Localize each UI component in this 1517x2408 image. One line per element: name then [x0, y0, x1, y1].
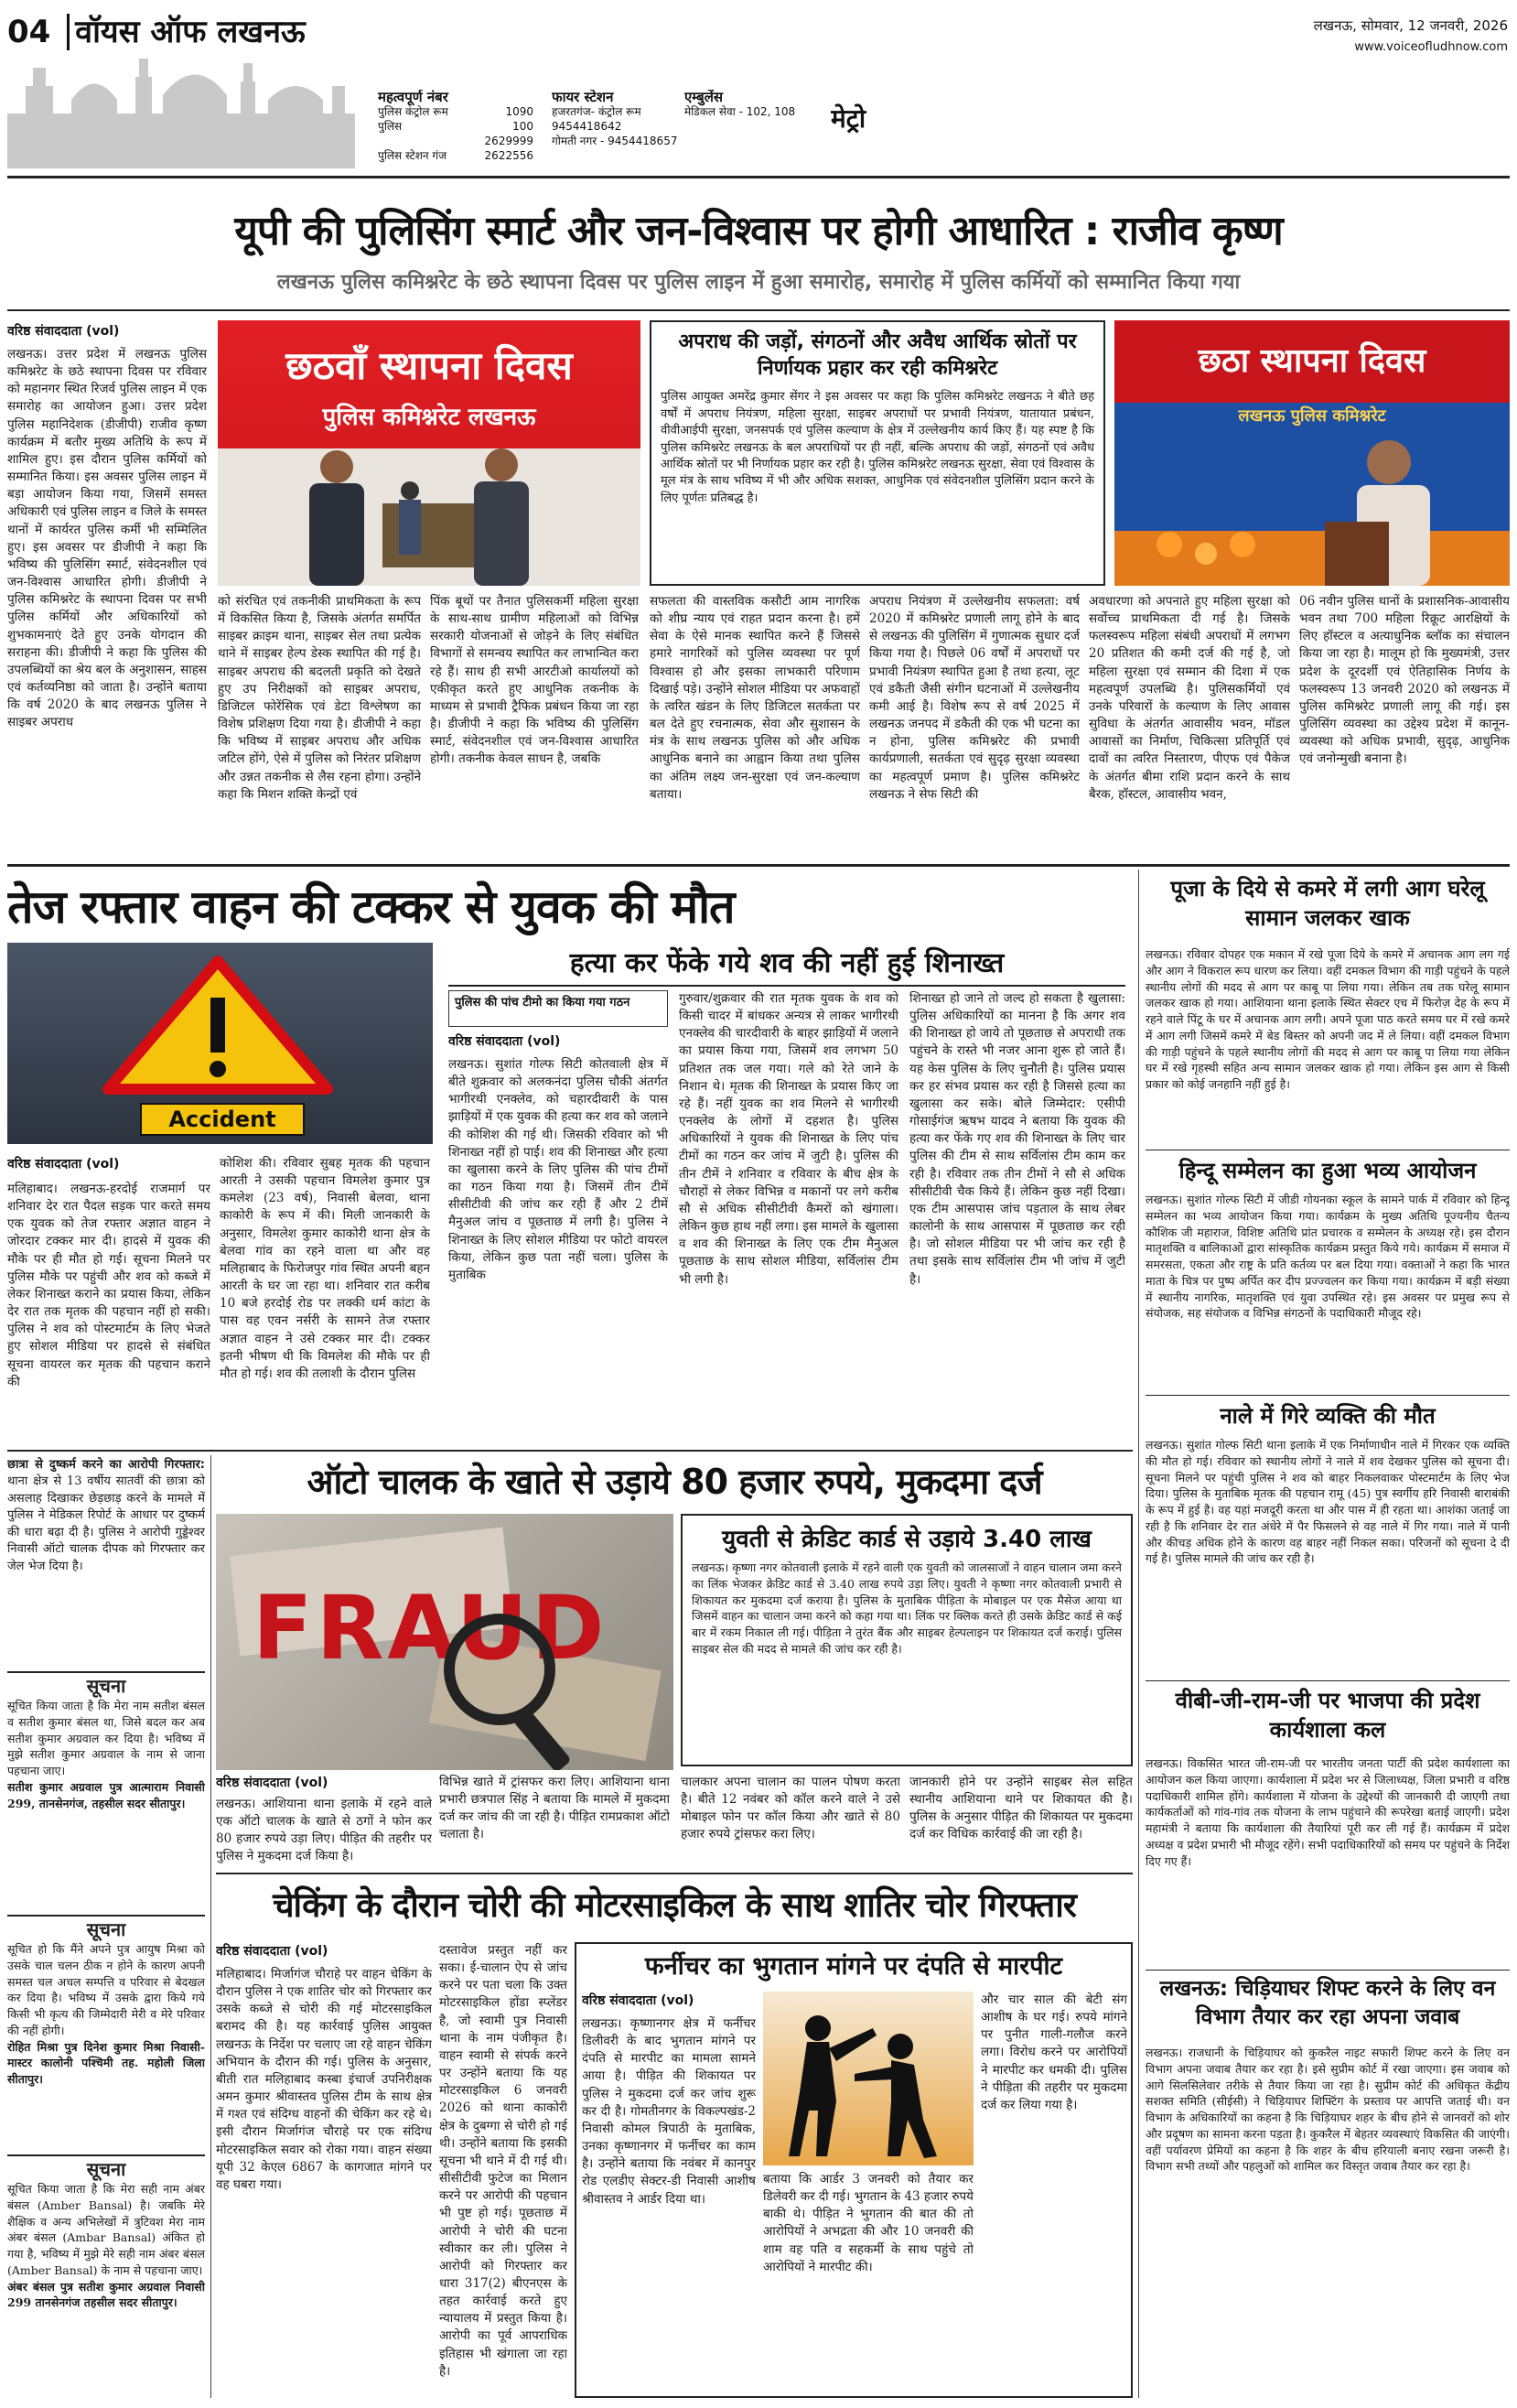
important-numbers-title: महत्वपूर्ण नंबर — [378, 90, 448, 105]
drain-headline: नाले में गिरे व्यक्ति की मौत — [1220, 1403, 1436, 1429]
notice-label: सूचना — [86, 1675, 126, 1697]
ambulance-numbers — [684, 90, 831, 172]
divider — [7, 1450, 1133, 1452]
vbgram-text: लखनऊ। विकसित भारत जी-राम-जी पर भारतीय जनता पार्टी की प्रदेश कार्यशाला का आयोजन कल किया जाएगा। कार्यशाला में प्रदेश भर से जिलाध्यक्ष, जिला प्रभारी व वरिष्ठ पदाधिकारी शामिल होंगे। कार्यशाला में योजना के उद्देश्यों की जानकारी दी जाएगी तथा कार्यकर्ताओं को गांव-गांव तक योजना के लाभ पहुंचाने की रूपरेखा बताई जाएगी। प्रदेश महामंत्री ने बताया कि कार्यशाला की तैयारियां पूरी कर ली गई हैं। कार्यक्रम में प्रदेश अध्यक्ष व प्रदेश प्रभारी भी मौजूद रहेंगे। सभी पदाधिकारियों को समय पर पहुंचने के निर्देश दिए गए हैं। — [1146, 1756, 1510, 1868]
fight-silhouette-icon — [763, 1992, 974, 2165]
accident-headline: तेज रफ्तार वाहन की टक्कर से युवक की मौत — [7, 880, 735, 934]
notice-1 — [7, 1671, 205, 1911]
credit-col-2: जानकारी होने पर उन्होंने साइबर सेल सहित स्थानीय आशियाना थाने पर शिकायत की है। पुलिस के अनुसार पीड़ित की शिकायत पर मुकदमा दर्ज कर विधिक कार्रवाई की जा रही है। — [909, 1775, 1133, 1842]
contact-row: 2629999 — [484, 135, 533, 147]
drain-text: लखनऊ। सुशांत गोल्फ सिटी थाना इलाके में एक निर्माणाधीन नाले में गिरकर एक व्यक्ति की मौत हो गई। रविवार को स्थानीय लोगों ने नाले में शव देखकर पुलिस को सूचना दी। सूचना मिलने पर पहुंची पुलिस ने शव को बाहर निकलवाकर पोस्टमार्टम के लिए भेज दिया। पुलिस के मुताबिक मृतक की पहचान रामू (45) पुत्र स्वर्गीय हरि निवासी बाराबंकी के रूप में हुई है। वह यहां मजदूरी करता था और पास में ही रहता था। आशंका जताई जा रही है कि शनिवार देर रात अंधेरे में पैर फिसलने से वह नाले में गिर गया। नाले में पानी और कीचड़ अधिक होने के कारण वह बाहर नहीं निकल सका। परिजनों को सूचना दे दी गई है। पुलिस मामले की जांच कर रही है। — [1146, 1438, 1510, 1566]
bike-col-1: मलिहाबाद। मिर्जागंज चौराहे पर वाहन चेकिंग के दौरान पुलिस ने एक शातिर चोर को गिरफ्तार कर उसके कब्जे से चोरी की गई मोटरसाइकिल बरामद की है। यह कार्रवाई पुलिस आयुक्त लखनऊ के निर्देश पर चलाए जा रहे वाहन चेकिंग अभियान के दौरान की गई। पुलिस के अनुसार, बीती रात मलिहाबाद कस्बा इंचार्ज उपनिरीक्षक अमन कुमार श्रीवास्तव पुलिस टीम के साथ क्षेत्र में गश्त एवं संदिग्ध वाहनों की चेकिंग कर रहे थे। इसी दौरान मिर्जागंज चौराहे पर एक संदिग्ध मोटरसाइकिल सवार को रोका गया। वाहन संख्या यूपी 32 केएल 6867 के कागजात मांगने पर वह घबरा गया। — [216, 1967, 432, 2192]
notice-3 — [7, 2154, 205, 2402]
credit-col-1: चालकार अपना चालान का पालन पोषण करता है। बीते 12 नवंबर को कॉल करने वाले ने उसे मोबाइल फोन पर कॉल किया और खाते से 80 हजार रुपये ट्रांसफर करा लिए। — [681, 1775, 900, 1842]
furniture-headline: फर्नीचर का भुगतान मांगने पर दंपति से मारपीट — [644, 1952, 1063, 1981]
furniture-photo — [763, 1992, 974, 2165]
date-line: लखनऊ, सोमवार, 12 जनवरी, 2026 — [1313, 17, 1508, 34]
auto-byline: वरिष्ठ संवाददाता (vol) — [216, 1776, 328, 1790]
page-title — [7, 9, 337, 55]
bike-headline: चेकिंग के दौरान चोरी की मोटरसाइकिल के साथ शातिर चोर गिरफ्तार — [273, 1885, 1076, 1925]
lead-col-1: लखनऊ। उत्तर प्रदेश में लखनऊ पुलिस कमिश्नरेट के छठे स्थापना दिवस पर रविवार को महानगर स्थित रिजर्व पुलिस लाइन में एक समारोह का आयोजन हुआ। उत्तर प्रदेश पुलिस महानिदेशक (डीजीपी) राजीव कृष्ण कार्यक्रम में बतौर मुख्य अतिथि के रूप में शामिल हुए। इस दौरान पुलिस कर्मियों को सम्मानित किया। इस अवसर पुलिस लाइन में बड़ा आयोजन किया गया, जिसमें समस्त अधिकारी एवं पुलिस लाइन व जिले के समस्त थानों में कार्यरत पुलिस कर्मी भी सम्मिलित हुए। इस अवसर पर डीजीपी ने कहा कि भविष्य की पुलिसिंग स्मार्ट, संवेदनशील एवं जन-विश्वास आधारित होगी। डीजीपी ने पुलिस कमिश्नरेट के स्थापना दिवस पर सभी पुलिस कर्मियों और अधिकारियों को शुभकामनाएं देते हुए उनके योगदान की सराहना की। डीजीपी ने कहा कि पुलिस की उपलब्धियों का श्रेय बल के अनुशासन, साहस एवं कर्तव्यनिष्ठा को जाता है। उन्होंने बताया कि वर्ष 2020 के बाद लखनऊ पुलिस ने साइबर अपराध — [7, 347, 207, 730]
accident-byline: वरिष्ठ संवाददाता (vol) — [7, 1157, 120, 1172]
fire-headline: पूजा के दिये से कमरे में लगी आग घरेलू सामान जलकर खाक — [1170, 876, 1485, 932]
credit-headline: युवती से क्रेडिट कार्ड से उड़ाये 3.40 लाख — [722, 1526, 1092, 1553]
divider — [7, 309, 1510, 311]
lead-inset-box — [650, 320, 1105, 586]
murder-headline: हत्या कर फेंके गये शव की नहीं हुई शिनाख्त — [569, 947, 1005, 979]
notice-label: सूचना — [86, 2158, 126, 2180]
fire-text: लखनऊ। रविवार दोपहर एक मकान में रखे पूजा दिये के कमरे में अचानक आग लग गई और आग ने विकराल रूप धारण कर लिया। वहीं दमकल विभाग की गाड़ी पहुंचने के पहले स्थानीय लोगों की मदद से आग पर काबू पा लिया गया। लेकिन तब तक घरेलू सामान जलकर खाक हो गया। आशियाना थाना इलाके स्थित सेक्टर एच में फिरोज़ देह के रूप में रहने वाले पिंटू के घर में अचानक आग लगी। अपने पूजा पाठ करते समय घर में रखे कमरे में आग लगी जिसमें कमरे में बेड बिस्तर को अपनी जद में ले लिया। वहीं दमकल विभाग की गाड़ी पहुंचने के पहले स्थानीय लोगों की मदद से आग पर काबू पा लिया गया लेकिन घर में रखे गृहस्थी सहित अन्य सामान जलकर खाक हो गया। लेकिन इस आग से किसी प्रकार को कोई जनहानि नहीं हुई है। — [1146, 947, 1510, 1091]
photo2-banner-subtitle: लखनऊ पुलिस कमिश्नरेट — [1238, 406, 1386, 426]
accident-sign-text: Accident — [140, 1103, 305, 1136]
lead-col-4: सफलता की वास्तविक कसौटी आम नागरिक को शीघ्र न्याय एवं राहत प्रदान करना है। हमें सेवा के ऐसे मानक स्थापित करने हैं जिससे हमारे नागरिकों को पुलिस व्यवस्था पर पूर्ण विश्वास हो और इसका लाभकारी परिणाम दिखाई पड़े। उन्होंने सोशल मीडिया पर अफवाहों के त्वरित खंडन के लिए डिजिटल सतर्कता पर बल देते हुए रचनात्मक, सेवा और सुशासन के मंत्र के साथ लखनऊ पुलिस को और अधिक आधुनिक बनाने का आह्वान किया तथा पुलिस का अंतिम लक्ष्य जन-सुरक्षा एवं जन-कल्याण बताया। — [650, 594, 860, 802]
section-name: मेट्रो — [831, 103, 866, 134]
zoo-text: लखनऊ। राजधानी के चिड़ियाघर को कुकरैल नाइट सफारी शिफ्ट करने के लिए वन विभाग अपना जवाब तैयार कर रहा है। इसे सुप्रीम कोर्ट में रखा जाएगा। इस जवाब को आगे सिलसिलेवार तरीके से तैयार किया जा रहा है। सुप्रीम कोर्ट की अधिकृत केंद्रीय सशक्त समिति (सीईसी) ने चिड़ियाघर शिफ्टिंग के प्रस्ताव पर आपत्ति जताई थी। वन विभाग के अधिकारियों का कहना है कि चिड़ियाघर शहर के बीच होने से जानवरों को शोर और प्रदूषण का सामना करना पड़ता है। कुकरैल में बेहतर व्यवस्थाएं विकसित की जाएंगी। वहीं पर्यावरण प्रेमियों का कहना है कि शहर के बीच हरियाली बनाए रखना जरूरी है। विभाग सभी तथ्यों और पहलुओं को शामिल कर विस्तृत जवाब तैयार कर रहा है। — [1146, 2046, 1510, 2174]
murder-col-1: लखनऊ। सुशांत गोल्फ सिटी कोतवाली क्षेत्र में बीते शुक्रवार को अलकनंदा पुलिस चौकी अंतर्गत भागीरथी एनक्लेव, को चहारदीवारी के पास झाड़ियों में एक युवक की हत्या कर शव को जलाने की कोशिश की गई थी। जिसकी रविवार को भी शिनाख्त नहीं हो पाई। शव की शिनाख्त और हत्या का खुलासा करने के लिए पुलिस की पांच टीमों का गठन किया गया है। जिसमें तीन टीमें सीसीटीवी की जांच कर रही हैं और 2 टीमें मैनुअल जांच व पूछताछ में लगी है। पुलिस ने शिनाख्त के लिए सोशल मीडिया पर फोटो वायरल किया, लेकिन कुछ पता नहीं चला। पुलिस के मुताबिक — [448, 1057, 668, 1282]
credit-box — [681, 1514, 1133, 1766]
vbgram-headline: वीबी-जी-राम-जी पर भाजपा की प्रदेश कार्यशाला कल — [1175, 1688, 1480, 1744]
contact-row: पुलिस कंट्रोल रूम 1090 — [378, 105, 533, 118]
molest-brief-head: छात्रा से दुष्कर्म करने का आरोपी गिरफ्तार: — [7, 1458, 205, 1472]
page-number: 04 — [7, 14, 51, 50]
furniture-byline: वरिष्ठ संवाददाता (vol) — [582, 1993, 694, 2008]
notice-label: सूचना — [86, 1918, 126, 1940]
lead-headline: यूपी की पुलिसिंग स्मार्ट और जन-विश्वास पर होगी आधारित : राजीव कृष्ण — [234, 208, 1283, 254]
divider — [7, 864, 1510, 867]
bike-byline: वरिष्ठ संवाददाता (vol) — [216, 1944, 328, 1959]
divider — [7, 176, 1510, 178]
lead-photo-1 — [218, 320, 640, 586]
divider — [1138, 869, 1139, 2398]
furniture-col-2: बताया कि आर्डर 3 जनवरी को तैयार कर डिलेवरी कर दी गई। भुगतान के 43 हजार रुपये बाकी थे। पीड़ित ने भुगतान की बात की तो आरोपियों ने अभद्रता की और 10 जनवरी की शाम वह पति व सहकर्मी के साथ पहुंचे तो आरोपियों ने मारपीट की। — [763, 2172, 974, 2274]
notice-2 — [7, 1915, 205, 2151]
molest-brief — [7, 1457, 205, 1668]
auto-col-1: लखनऊ। आशियाना थाना इलाके में रहने वाले एक ऑटो चालक के खाते से ठगों ने फोन कर 80 हजार रुपये उड़ा लिए। पीड़ित की तहरीर पर पुलिस ने मुकदमा दर्ज किया है। — [216, 1797, 432, 1864]
fraud-photo — [216, 1514, 673, 1770]
lead-byline: वरिष्ठ संवाददाता (vol) — [7, 324, 120, 339]
auto-headline: ऑटो चालक के खाते से उड़ाये 80 हजार रुपये, मुकदमा दर्ज — [307, 1462, 1042, 1502]
lead-col-5: अपराध नियंत्रण में उल्लेखनीय सफलता: वर्ष 2020 में कमिश्नरेट प्रणाली लागू होने के बाद से लखनऊ की पुलिसिंग में गुणात्मक सुधार दर्ज किया गया है। पिछले 06 वर्षों में अपराधों पर प्रभावी नियंत्रण स्थापित हुआ है तथा हत्या, लूट एवं डकैती जैसी संगीन घटनाओं में उल्लेखनीय कमी आई है। विशेष रूप से वर्ष 2025 में लखनऊ जनपद में डकैती की एक भी घटना का न होना, पुलिस कमिश्नरेट की प्रभावी कार्यप्रणाली, सतर्कता एवं सुदृढ़ सुरक्षा व्यवस्था का महत्वपूर्ण प्रमाण है। पुलिस कमिश्नरेट लखनऊ ने सेफ सिटी की — [869, 594, 1080, 802]
contact-row: पुलिस स्टेशन गंज 2622556 — [378, 149, 533, 162]
notice-signature: सतीश कुमार अग्रवाल पुत्र आत्माराम निवासी 299, तानसेनगंज, तहसील सदर सीतापुर। — [7, 1779, 205, 1810]
murder-tag: पुलिस की पांच टीमो का किया गया गठन — [448, 990, 668, 1027]
skyline-illustration — [7, 49, 355, 168]
magnifier-icon — [426, 1605, 609, 1770]
notice-text: सूचित किया जाता है कि मेरा नाम सतीश बंसल व सतीश कुमार बंसल था, जिसे बदल कर अब सतीश कुमार अग्रवाल कर दिया है। भविष्य में मुझे सतीश कुमार अग्रवाल के नाम से जाना पहचाना जाए। — [7, 1699, 205, 1777]
accident-col-1: मलिहाबाद। लखनऊ-हरदोई राजमार्ग पर शनिवार देर रात पैदल सड़क पार करते समय एक युवक को तेज रफ्तार अज्ञात वाहन ने जोरदार टक्कर मार दी। हादसे में युवक की मौके पर ही मौत हो गई। सूचना मिलने पर पुलिस मौके पर पहुंची और शव को कब्जे में लेकर शिनाख्त कराने का प्रयास किया, लेकिन देर रात तक मृतक की पहचान नहीं हो सकी। पुलिस ने शव को पोस्टमार्टम के लिए भेजते हुए सोशल मीडिया पर हादसे से संबंधित सूचना वायरल कर मृतक की पहचान कराने की — [7, 1182, 210, 1389]
lead-col-3: पिंक बूथों पर तैनात पुलिसकर्मी महिला सुरक्षा के साथ-साथ ग्रामीण महिलाओं को विभिन्न सरकारी योजनाओं से जोड़ने के लिए संबंधित विभागों से समन्वय स्थापित कर लाभान्वित करा रहे हैं। साथ ही सभी आरटीओ कार्यालयों को एकीकृत करते हुए आधुनिक तकनीक के माध्यम से प्रभावी ट्रैफिक प्रबंधन किया जा रहा है। डीजीपी ने कहा कि भविष्य की पुलिसिंग स्मार्ट, संवेदनशील एवं जन-विश्वास आधारित होगी। तकनीक केवल साधन है, जबकि — [430, 594, 639, 767]
notice-signature: अंबर बंसल पुत्र सतीश कुमार अग्रवाल निवासी 299 तानसेनगंज तहसील सदर सीतापुर। — [7, 2279, 205, 2310]
furniture-col-1: लखनऊ। कृष्णानगर क्षेत्र में फर्नीचर डिलीवरी के बाद भुगतान मांगने पर दंपति से मारपीट का मामला सामने आया है। पीड़ित की शिकायत पर पुलिस ने मुकदमा दर्ज कर जांच शुरू कर दी है। गोमतीनगर के विकल्पखंड-2 निवासी कोमल त्रिपाठी के मुताबिक, उनका कृष्णानगर में फर्नीचर का काम है। उन्होंने बताया कि नवंबर में कानपुर रोड एलडीए सेक्टर-डी निवासी आशीष श्रीवास्तव ने आर्डर दिया था। — [582, 2016, 756, 2207]
molest-brief-text: थाना क्षेत्र से 13 वर्षीय सातवीं की छात्रा को असलाह दिखाकर छेड़छाड़ करने के मामले में पुलिस ने मेडिकल रिपोर्ट के आधार पर दुष्कर्म की धारा बढ़ा दी है। पुलिस ने आरोपी गुड्डेश्वर निवासी ऑटो चालक दीपक को गिरफ्तार कर जेल भेज दिया है। — [7, 1474, 205, 1573]
officials-figures — [273, 439, 584, 586]
lead-col-7: 06 नवीन पुलिस थानों के प्रशासनिक-आवासीय भवन तथा 700 महिला रिक्रूट आरक्षियों के लिए हॉस्टल व अत्याधुनिक ब्लॉक का संचालन किया जा रहा है। मालूम हो कि मुख्यमंत्री, उत्तर प्रदेश के दूरदर्शी एवं ऐतिहासिक निर्णय के फलस्वरूप 13 जनवरी 2020 को लखनऊ में पुलिस कमिश्नरेट प्रणाली लागू की गई। इस पुलिसिंग व्यवस्था का उद्देश्य प्रदेश में कानून-व्यवस्था को अधिक प्रभावी, सुदृढ़, आधुनिक एवं जनोन्मुखी बनाना है। — [1299, 594, 1510, 767]
hindu-headline: हिन्दू सम्मेलन का हुआ भव्य आयोजन — [1178, 1158, 1477, 1183]
contact-row: पुलिस 100 — [378, 120, 533, 133]
divider — [1146, 1680, 1510, 1681]
credit-text: लखनऊ। कृष्णा नगर कोतवाली इलाके में रहने वाली एक युवती को जालसाजों ने वाहन चालान जमा करने का लिंक भेजकर क्रेडिट कार्ड से 3.40 लाख रुपये उड़ा लिए। युवती ने कृष्णा नगर कोतवाली प्रभारी से शिकायत कर मुकदमा दर्ज कराया है। पुलिस के मुताबिक पीड़िता के मोबाइल पर एक मैसेज आया था जिसमें वाहन का चालान जमा करने को कहा गया था। लिंक पर क्लिक करते ही उसके क्रेडिट कार्ड से कई बार में रकम निकाल ली गई। पीड़िता ने तुरंत बैंक और साइबर हेल्पलाइन पर शिकायत दर्ज कराई। पुलिस साइबर सेल की मदद से मामले की जांच कर रही है। — [692, 1560, 1122, 1656]
photo-banner-subtitle: पुलिस कमिश्नरेट लखनऊ — [322, 404, 536, 431]
bike-col-2: दस्तावेज प्रस्तुत नहीं कर सका। ई-चालान ऐप से जांच करने पर पता चला कि उक्त मोटरसाइकिल होंडा स्प्लेंडर है, जो स्वामी पुत्र निवासी थाना के नाम पंजीकृत है। वाहन स्वामी से संपर्क करने पर उन्होंने बताया कि यह मोटरसाइकिल 6 जनवरी 2026 को थाना काकोरी क्षेत्र के दुबग्गा से चोरी हो गई थी। उन्होंने बताया कि इसकी सूचना भी थाने में दी गई थी। सीसीटीवी फुटेज का मिलान करने पर आरोपी की पहचान भी पुष्ट हो गई। पूछताछ में आरोपी ने चोरी की घटना स्वीकार कर ली। पुलिस ने आरोपी को गिरफ्तार कर धारा 317(2) बीएनएस के तहत कार्रवाई करते हुए न्यायालय में प्रस्तुत किया है। आरोपी का पूर्व आपराधिक इतिहास भी खंगाला जा रहा है। — [439, 1943, 567, 2379]
fraud-word: FRAUD — [253, 1578, 608, 1679]
photo2-banner-title: छठा स्थापना दिवस — [1198, 342, 1426, 380]
divider — [210, 1455, 211, 2398]
divider — [448, 985, 1125, 987]
important-numbers — [378, 90, 533, 172]
furniture-col-3: और चार साल की बेटी संग आशीष के घर गई। रुपये मांगने पर पुनीत गाली-गलौज करने लगा। विरोध करने पर आरोपियों ने मारपीट कर धमकी दी। पुलिस ने पीड़िता की तहरीर पर मुकदमा दर्ज कर लिया गया है। — [981, 1992, 1127, 2112]
hindu-text: लखनऊ। सुशांत गोल्फ सिटी में जीडी गोयनका स्कूल के सामने पार्क में रविवार को हिन्दू सम्मेलन का भव्य आयोजन किया गया। कार्यक्रम के मुख्य अतिथि पूज्यनीय चैतन्य कौशिक जी महाराज, विशिष्ट अतिथि प्रांत प्रचारक व सम्मेलन के अध्यक्ष रहे। इस दौरान मातृशक्ति व बालिकाओं द्वारा सांस्कृतिक कार्यक्रम प्रस्तुत किये गये। कार्यक्रम में समाज में समरसता, एकता और राष्ट्र के प्रति कर्तव्य पर बल दिया गया। वक्ताओं ने कहा कि भारत माता के चित्र पर पुष्प अर्पित कर दीप प्रज्ज्वलन कर किया गया। कार्यक्रम में बड़ी संख्या में स्थानीय नागरिक, मातृशक्ति एवं युवा उपस्थित रहे। इस अवसर पर प्रमुख रूप से संयोजक, सह संयोजक व विभिन्न संगठनों के पदाधिकारी मौजूद रहे। — [1146, 1193, 1510, 1321]
murder-col-2: गुरुवार/शुक्रवार की रात मृतक युवक के शव को किसी चादर में बांधकर अन्यत्र से लाकर भागीरथी एनक्लेव की चारदीवारी के बाहर झाड़ियों में जलाने का प्रयास किया गया, जिसमें शव लगभग 50 प्रतिशत तक जल गया। गले को रेते जाने के निशान थे। मृतक की शिनाख्त के प्रयास किए जा रहे हैं। नहीं युवक का शव मिलने से भागीरथी एनक्लेव के लोगों में दहशत है। पुलिस अधिकारियों ने युवक की शिनाख्त के लिए पांच टीमों का गठन कर जांच में जुटी है। पुलिस की तीन टीमें ने शनिवार व रविवार के बीच क्षेत्र के चौराहों से लेकर विभिन्न व मकानों पर लगे करीब सौ से अधिक सीसीटीवी कैमरों को खंगाला। लेकिन कुछ हाथ नहीं लगा। इस मामले के खुलासा व शव की शिनाख्त के लिए एक टीम मैनुअल पूछताछ के साथ सोशल मीडिया, सर्विलांस टीम भी लगी है। — [679, 991, 898, 1287]
murder-col-3: शिनाख्त हो जाने तो जल्द हो सकता है खुलासा: पुलिस अधिकारियों का मानना है कि अगर शव की शिनाख्त हो जाये तो पूछताछ से अपराधी तक पहुंचने के रास्ते भी नजर आना शुरू हो जाते हैं। यह केस पुलिस के लिए चुनौती है। पुलिस प्रयास कर हर संभव प्रयास कर रही है जिससे हत्या का खुलासा कर सके। बोले जिम्मेदार: एसीपी गोसाईगंज ऋषभ यादव ने बताया कि युवक की हत्या कर फेंके गए शव की शिनाख्त के लिए चार पुलिस की टीम से साथ सर्विलांस टीम काम कर रही है। रविवार तक तीन टीमों ने सौ से अधिक सीसीटीवी चैक किये हैं। लेकिन कुछ नहीं दिखा। एक टीम आसपास जांच पड़ताल के साथ लेबर कालोनी के साथ आसपास में पूछताछ कर रही है। जो सोशल मीडिया पर भी जांच कर रही है तथा इसके साथ सर्विलांस टीम भी जांच में जुटी है। — [909, 991, 1125, 1287]
notice-signature: रोहित मिश्रा पुत्र दिनेश कुमार मिश्रा निवासी- मास्टर कालोनी पश्चिमी तह. महोली जिला सीतापुर। — [7, 2039, 205, 2086]
lead-subhead: लखनऊ पुलिस कमिश्नरेट के छठे स्थापना दिवस पर पुलिस लाइन में हुआ समारोह, समारोह में पुलिस कर्मियों को सम्मानित किया गया — [276, 271, 1241, 294]
lead-col-2: को संरचित एवं तकनीकी प्राथमिकता के रूप में विकसित किया है, जिसके अंतर्गत समर्पित साइबर क्राइम थाना, साइबर सेल तथा प्रत्येक थाने में साइबर हेल्प डेस्क स्थापित की गई है। साइबर अपराध की बदलती प्रकृति को देखते हुए उप निरीक्षकों को साइबर अपराध, डिजिटल फोरेंसिक एवं डेटा विश्लेषण का विशेष प्रशिक्षण दिया गया है। डीजीपी ने कहा कि भविष्य में साइबर अपराध और अधिक जटिल होंगे, ऐसे में पुलिस को निरंतर प्रशिक्षण और उन्नत तकनीक से लैस रहना होगा। उन्होंने कहा कि मिशन शक्ति केन्द्रों एवं — [218, 594, 421, 802]
divider — [1146, 1970, 1510, 1971]
divider — [216, 1873, 1133, 1874]
divider — [1146, 1395, 1510, 1396]
website: www.voiceofludhnow.com — [1354, 40, 1508, 54]
notice-text: सूचित किया जाता है कि मेरा सही नाम अंबर बंसल (Amber Bansal) है। जबकि मेरे शैक्षिक व अन्य अभिलेखों में त्रुटिवश मेरा नाम अंबर बंसल (Ambar Bansal) अंकित हो गया है, भविष्य में मुझे मेरे सही नाम अंबर बंसल (Amber Bansal) के नाम से पहचाना जाए। — [7, 2182, 205, 2277]
lead-photo-2 — [1114, 320, 1510, 586]
masthead — [7, 9, 1510, 174]
contact-row: हजरतगंज- कंट्रोल रूम — [552, 105, 641, 118]
paper-name: वॉयस ऑफ लखनऊ — [75, 14, 306, 50]
notice-text: सूचित हो कि मैंने अपने पुत्र आयुष मिश्रा को उसके चाल चलन ठीक न होने के कारण अपनी समस्त चल अचल सम्पत्ति व परिवार से बेदखल कर दिया है। भविष्य में उसके द्वारा किये गये किसी भी कृत्य की जिम्मेदारी मेरी व मेरे परिवार की नहीं होगी। — [7, 1942, 205, 2037]
auto-col-2: विभिन्न खाते में ट्रांसफर करा लिए। आशियाना थाना प्रभारी छत्रपाल सिंह ने बताया कि मामले में मुकदमा दर्ज कर जांच की जा रही है। पीड़ित रामप्रकाश ऑटो चलाता है। — [439, 1775, 670, 1842]
contact-row: मेडिकल सेवा - 102, 108 — [684, 105, 796, 118]
photo-banner-title: छठवाँ स्थापना दिवस — [285, 343, 573, 388]
inset-text: पुलिस आयुक्त अमरेंद्र कुमार सेंगर ने इस अवसर पर कहा कि पुलिस कमिश्नरेट लखनऊ ने बीते छह वर्षों में अपराध नियंत्रण, महिला सुरक्षा, साइबर अपराधों पर प्रभावी नियंत्रण, यातायात प्रबंधन, वीवीआईपी सुरक्षा, जनसपर्क एवं पुलिस कल्याण के क्षेत्र में उल्लेखनीय कार्य किए हैं। यह स्पष्ट है कि पुलिस कमिश्नरेट लखनऊ के बल अपराधियों पर ही नहीं, बल्कि अपराध की जड़ों, संगठनों एवं अवैध आर्थिक स्रोतों पर भी निर्णायक प्रहार कर रही है। पुलिस कमिश्नरेट लखनऊ सुरक्षा, सेवा एवं विश्वास के मूल मंत्र के साथ भविष्य में भी और अधिक सशक्त, आधुनिक एवं संवेदनशील पुलिसिंग प्रदान करने के लिए पूर्णतः प्रतिबद्ध है। — [661, 390, 1094, 505]
zoo-headline: लखनऊ: चिड़ियाघर शिफ्ट करने के लिए वन विभाग तैयार कर रहा अपना जवाब — [1159, 1977, 1496, 2030]
ambulance-title: एम्बुलेंस — [684, 90, 724, 105]
contact-row: गोमती नगर - 9454418657 — [552, 135, 678, 147]
speaker-at-podium — [1114, 430, 1510, 586]
fire-station-title: फायर स्टेशन — [552, 90, 614, 105]
inset-headline: अपराध की जड़ों, संगठनों और अवैध आर्थिक स्रोतों पर निर्णायक प्रहार कर रही कमिश्नरेट — [678, 330, 1077, 380]
contact-row: 9454418642 — [552, 120, 622, 133]
accident-col-2: कोशिश की। रविवार सुबह मृतक की पहचान आरती ने उसकी पहचान विमलेश कुमार पुत्र कमलेश (23 वर्ष), निवासी बेलवा, थाना काकोरी के रूप में की। मिली जानकारी के अनुसार, विमलेश कुमार काकोरी थाना क्षेत्र के बेलवा गांव का रहने वाला था और वह मलिहाबाद के फिरोजपुर गांव स्थित अपनी बहन आरती के घर जा रहा था। शनिवार रात करीब 10 बजे हरदोई रोड पर लक्की धर्म कांटा के पास वह एवन नर्सरी के सामने तेज रफ्तार अज्ञात वाहन ने उसे टक्कर मार दी। टक्कर इतनी भीषण थी कि विमलेश की मौके पर ही मौत हो गई। शव की तलाशी के दौरान पुलिस — [220, 1156, 430, 1381]
lead-col-6: अवधारणा को अपनाते हुए महिला सुरक्षा को सर्वोच्च प्राथमिकता दी गई है। जिसके फलस्वरूप महिला संबंधी अपराधों में लगभग 20 प्रतिशत की कमी दर्ज की गई है, जो महिला सुरक्षा एवं सम्मान की दिशा में एक महत्वपूर्ण उपलब्धि है। पुलिसकर्मियों एवं उनके परिवारों के कल्याण के लिए आवास सुविधा के अंतर्गत आवासीय भवन, मॉडल आवासों का निर्माण, चिकित्सा प्रतिपूर्ति एवं दावों का त्वरित निस्तारण, पीएफ एवं पैकेज के अंतर्गत बीमा राशि प्रदान करने के साथ बैरक, हॉस्टल, आवासीय भवन, — [1089, 594, 1290, 802]
murder-byline: वरिष्ठ संवाददाता (vol) — [448, 1034, 561, 1049]
accident-photo — [7, 943, 433, 1144]
